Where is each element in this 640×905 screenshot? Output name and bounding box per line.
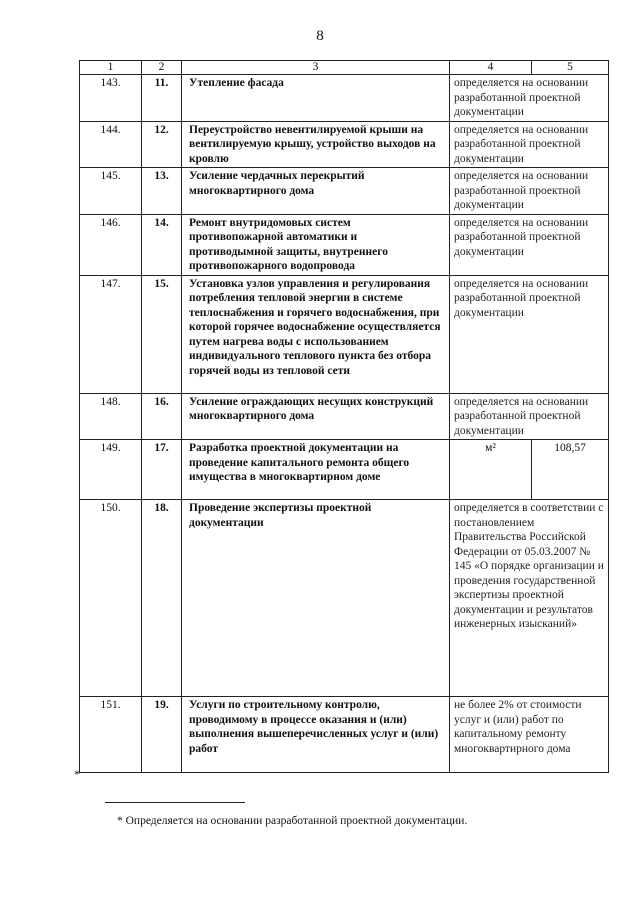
- item-number: 15.: [142, 275, 182, 393]
- item-number: 13.: [142, 168, 182, 215]
- row-number: 145.: [80, 168, 142, 215]
- footnote-divider: [105, 802, 245, 803]
- item-number: 12.: [142, 121, 182, 168]
- capital-repair-table: [79, 60, 609, 773]
- table-row: [80, 168, 609, 215]
- header-cell: 4: [450, 61, 532, 75]
- table-row: [80, 440, 609, 500]
- row-number: 148.: [80, 393, 142, 440]
- cost-note: определяется на основании разработанной проектной документации: [450, 168, 609, 215]
- item-number: 14.: [142, 214, 182, 275]
- table-row: [80, 275, 609, 393]
- cost-note: определяется в соответствии с постановлением Правительства Российской Федерации от 05.03.2007 № 145 «О порядке организации и проведения государственной экспертизы проектной документации и результатов инженерных изысканий»: [450, 500, 609, 697]
- work-name: Проведение экспертизы проектной документации: [182, 500, 450, 697]
- work-name: Ремонт внутридомовых систем противопожарной автоматики и противодымной защиты, внутреннего противопожарного водопровода: [182, 214, 450, 275]
- cost-note: определяется на основании разработанной проектной документации: [450, 275, 609, 393]
- row-number: 143.: [80, 75, 142, 122]
- work-name: Установка узлов управления и регулирования потребления тепловой энергии в системе теплоснабжения и горячего водоснабжения, при которой горячее водоснабжение осуществляется путем нагрева воды с использованием индивидуального теплового пункта без отбора горячей воды из тепловой сети: [182, 275, 450, 393]
- row-number: 149.: [80, 440, 142, 500]
- table-row: [80, 697, 609, 773]
- cost-note: не более 2% от стоимости услуг и (или) работ по капитальному ремонту многоквартирного дома: [450, 697, 609, 773]
- table-row: [80, 75, 609, 122]
- item-number: 17.: [142, 440, 182, 500]
- footnote-mark: *: [74, 767, 80, 781]
- footnote: * Определяется на основании разработанной проектной документации.: [117, 815, 468, 827]
- table-header-row: [80, 61, 609, 75]
- header-cell: 1: [80, 61, 142, 75]
- work-name: Переустройство невентилируемой крыши на вентилируемую крышу, устройство выходов на кровлю: [182, 121, 450, 168]
- item-number: 18.: [142, 500, 182, 697]
- work-name: Усиление ограждающих несущих конструкций многоквартирного дома: [182, 393, 450, 440]
- header-cell: 3: [182, 61, 450, 75]
- cost-note: определяется на основании разработанной проектной документации: [450, 75, 609, 122]
- unit-cell: м²: [450, 440, 532, 500]
- table-row: [80, 393, 609, 440]
- item-number: 19.: [142, 697, 182, 773]
- work-name: Услуги по строительному контролю, проводимому в процессе оказания и (или) выполнения вышеперечисленных услуг и (или) работ: [182, 697, 450, 773]
- row-number: 150.: [80, 500, 142, 697]
- work-name: Утепление фасада: [182, 75, 450, 122]
- table-row: [80, 214, 609, 275]
- cost-note: определяется на основании разработанной проектной документации: [450, 214, 609, 275]
- work-name: Усиление чердачных перекрытий многоквартирного дома: [182, 168, 450, 215]
- page-number: 8: [316, 28, 324, 44]
- row-number: 144.: [80, 121, 142, 168]
- header-cell: 2: [142, 61, 182, 75]
- cost-note: определяется на основании разработанной проектной документации: [450, 393, 609, 440]
- table-row: [80, 500, 609, 697]
- cost-note: определяется на основании разработанной проектной документации: [450, 121, 609, 168]
- header-cell: 5: [532, 61, 609, 75]
- row-number: 146.: [80, 214, 142, 275]
- row-number: 151.: [80, 697, 142, 773]
- item-number: 11.: [142, 75, 182, 122]
- value-cell: 108,57: [532, 440, 609, 500]
- item-number: 16.: [142, 393, 182, 440]
- work-name: Разработка проектной документации на проведение капитального ремонта общего имущества в многоквартирном доме: [182, 440, 450, 500]
- table-row: [80, 121, 609, 168]
- row-number: 147.: [80, 275, 142, 393]
